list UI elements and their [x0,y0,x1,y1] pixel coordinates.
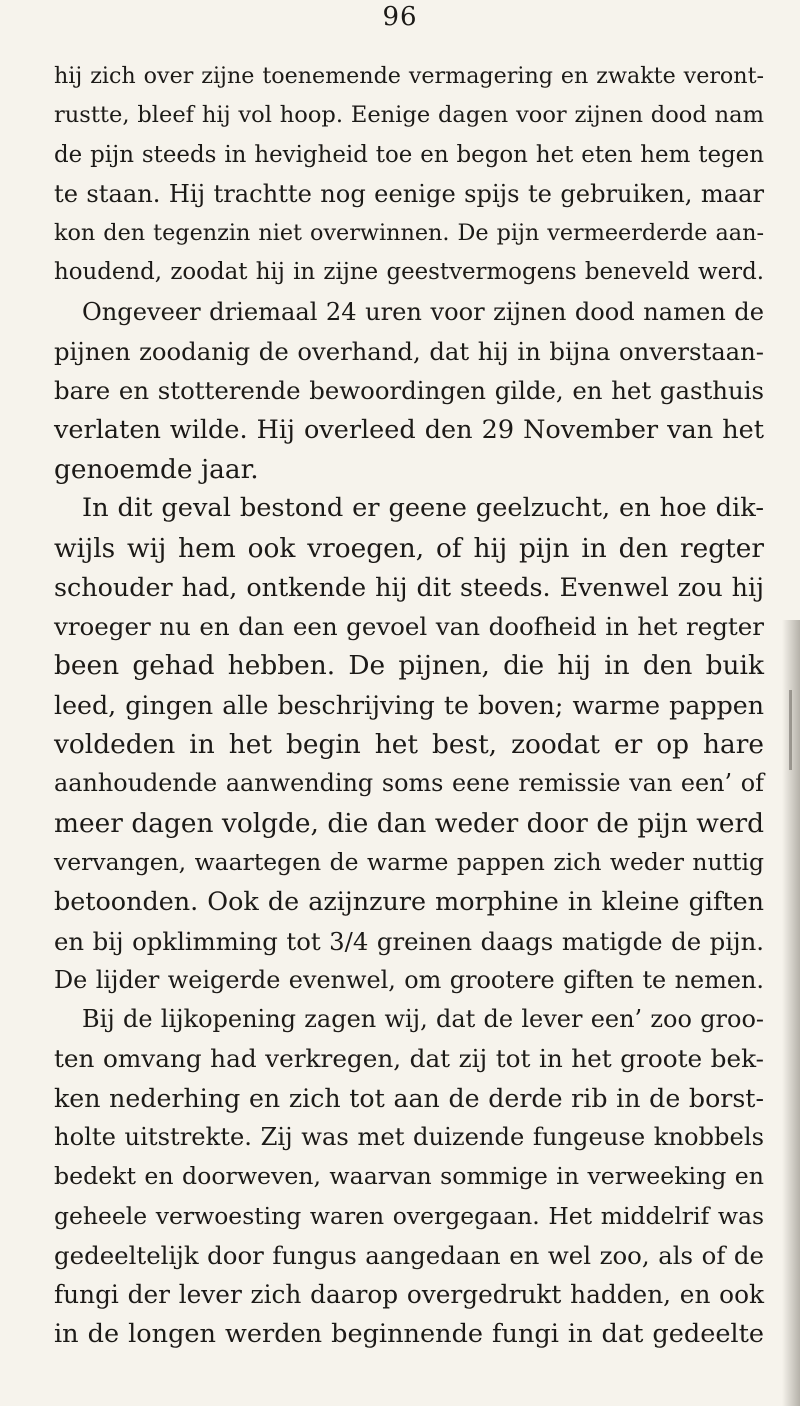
text-line: De lijder weigerde evenwel, om grootere giften te nemen. [54,965,764,994]
text-line: gedeeltelijk door fungus aangedaan en wel zoo, als of de [54,1240,764,1270]
text-line: been gehad hebben. De pijnen, die hij in den buik [54,650,764,682]
page-number: 96 [382,2,418,32]
text-line: In dit geval bestond er geene geelzucht, en hoe dik- [82,493,764,524]
text-line: geheele verwoesting waren overgegaan. Het middelrif was [54,1201,764,1230]
text-line: in de longen werden beginnende fungi in dat gedeelte [54,1318,764,1349]
text-line: ten omvang had verkregen, dat zij tot in het groote bek- [54,1044,764,1074]
text-line: aanhoudende aanwending soms eene remissie van een’ of [54,769,764,798]
text-line: meer dagen volgde, die dan weder door de pijn werd [54,807,764,839]
text-line: de pijn steeds in hevigheid toe en begon het eten hem tegen [54,141,764,168]
text-line: vroeger nu en dan een gevoel van doofheid in het regter [54,612,764,642]
text-line: kon den tegenzin niet overwinnen. De pijn vermeerderde aan- [54,220,764,247]
text-line: betoonden. Ook de azijnzure morphine in kleine giften [54,886,764,917]
text-line: genoemde jaar. [54,453,259,485]
text-line: te staan. Hij trachtte nog eenige spijs te gebruiken, maar [54,179,764,208]
text-line: vervangen, waartegen de warme pappen zich weder nuttig [54,847,764,876]
text-line: rustte, bleef hij vol hoop. Eenige dagen voor zijnen dood nam [54,102,764,129]
text-line: holte uitstrekte. Zij was met duizende fungeuse knobbels [54,1123,764,1152]
text-line: Bij de lijkopening zagen wij, dat de lever een’ zoo groo- [82,1005,764,1034]
text-line: voldeden in het begin het best, zoodat er op hare [54,729,764,761]
text-line: bare en stotterende bewoordingen gilde, en het gasthuis [54,376,764,406]
text-line: bedekt en doorweven, waarvan sommige in verweeking en [54,1162,764,1191]
text-line: leed, gingen alle beschrijving te boven; warme pappen [54,690,764,720]
text-line: pijnen zoodanig de overhand, dat hij in bijna onverstaan- [54,337,764,367]
body-text [54,57,764,1354]
text-line: hij zich over zijne toenemende vermagering en zwakte veront- [54,63,764,89]
text-line: en bij opklimming tot 3/4 greinen daags matigde de pijn. [54,926,764,956]
text-line: schouder had, ontkende hij dit steeds. Evenwel zou hij [54,571,764,602]
text-line: Ongeveer driemaal 24 uren voor zijnen dood namen de [82,297,764,326]
text-line: ken nederhing en zich tot aan de derde rib in de borst- [54,1083,764,1113]
text-line: houdend, zoodat hij in zijne geestvermogens beneveld werd. [54,259,764,286]
text-line: fungi der lever zich daarop overgedrukt hadden, en ook [54,1280,764,1310]
text-line: wijls wij hem ook vroegen, of hij pijn in den regter [54,532,764,564]
page-edge-mark [789,690,792,770]
text-line: verlaten wilde. Hij overleed den 29 November van het [54,414,764,445]
